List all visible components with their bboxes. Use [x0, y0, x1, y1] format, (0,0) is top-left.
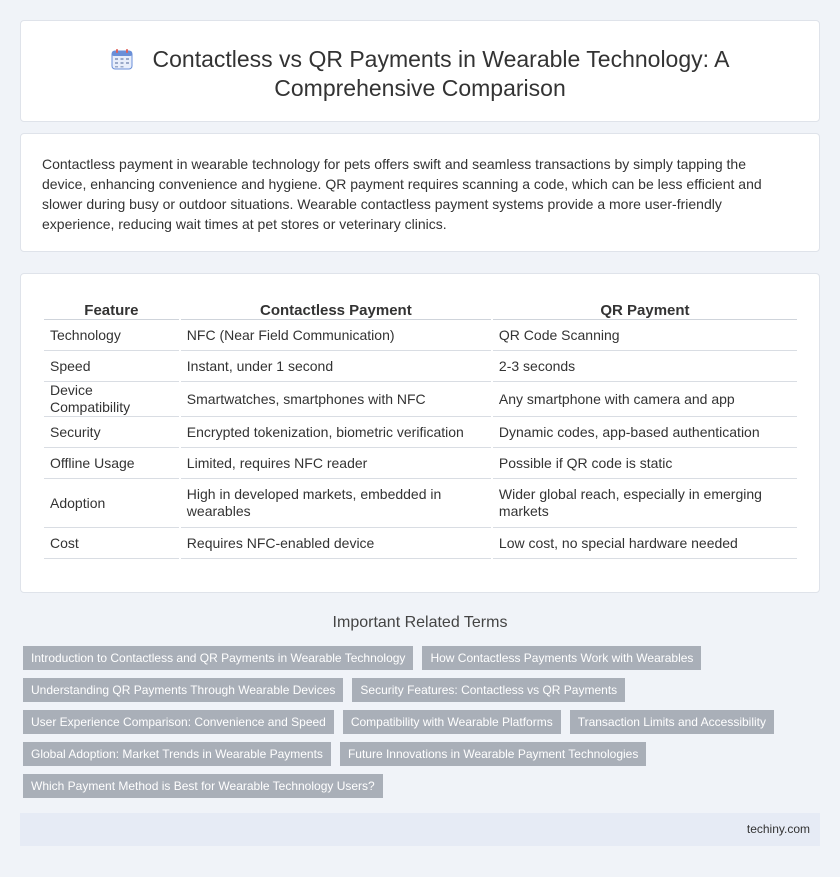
table-cell: Wider global reach, especially in emerging markets — [493, 479, 797, 528]
table-cell: NFC (Near Field Communication) — [181, 320, 491, 351]
table-cell: High in developed markets, embedded in wearables — [181, 479, 491, 528]
footer-site-name: techiny.com — [746, 822, 810, 836]
title-card — [20, 20, 820, 122]
related-term-tag[interactable]: Global Adoption: Market Trends in Wearable Payments — [23, 742, 331, 766]
table-cell: Cost — [44, 528, 179, 559]
related-term-tag[interactable]: Security Features: Contactless vs QR Payments — [352, 678, 625, 702]
table-cell: Dynamic codes, app-based authentication — [493, 417, 797, 448]
table-row — [44, 448, 797, 479]
table-cell: Speed — [44, 351, 179, 382]
table-cell: Smartwatches, smartphones with NFC — [181, 382, 491, 417]
table-cell: Limited, requires NFC reader — [181, 448, 491, 479]
related-term-tag[interactable]: Compatibility with Wearable Platforms — [343, 710, 561, 734]
intro-paragraph: Contactless payment in wearable technology for pets offers swift and seamless transactions by simply tapping the device, enhancing convenience and hygiene. QR payment requires scanning a code, which can be less efficient and slower during busy or outdoor situations. Wearable contactless payment systems provide a more user-friendly experience, reducing wait times at pet stores or veterinary clinics. — [42, 156, 762, 232]
related-terms-title: Important Related Terms — [332, 614, 508, 631]
table-cell: QR Code Scanning — [493, 320, 797, 351]
table-cell: Adoption — [44, 479, 179, 528]
related-term-tag[interactable]: Understanding QR Payments Through Wearable Devices — [23, 678, 343, 702]
calendar-icon — [111, 48, 133, 70]
comparison-table-card — [20, 273, 820, 593]
related-terms-list — [23, 646, 813, 798]
page-title — [21, 45, 819, 103]
table-cell: Device Compatibility — [44, 382, 179, 417]
table-cell: Possible if QR code is static — [493, 448, 797, 479]
table-cell: 2-3 seconds — [493, 351, 797, 382]
related-term-tag[interactable]: Which Payment Method is Best for Wearable Technology Users? — [23, 774, 383, 798]
comparison-table — [42, 295, 799, 559]
header-contactless: Contactless Payment — [181, 295, 491, 320]
header-qr: QR Payment — [493, 295, 797, 320]
table-row — [44, 417, 797, 448]
table-cell: Instant, under 1 second — [181, 351, 491, 382]
related-term-tag[interactable]: Introduction to Contactless and QR Payments in Wearable Technology — [23, 646, 413, 670]
table-row — [44, 382, 797, 417]
intro-card — [20, 133, 820, 252]
table-cell: Security — [44, 417, 179, 448]
header-feature: Feature — [44, 295, 179, 320]
table-row — [44, 528, 797, 559]
table-row — [44, 320, 797, 351]
table-cell: Technology — [44, 320, 179, 351]
related-term-tag[interactable]: Future Innovations in Wearable Payment Technologies — [340, 742, 646, 766]
table-cell: Requires NFC-enabled device — [181, 528, 491, 559]
related-term-tag[interactable]: Transaction Limits and Accessibility — [570, 710, 774, 734]
page-title-text: Contactless vs QR Payments in Wearable Technology: A Comprehensive Comparison — [152, 46, 730, 101]
table-cell: Low cost, no special hardware needed — [493, 528, 797, 559]
related-term-tag[interactable]: How Contactless Payments Work with Wearables — [422, 646, 701, 670]
table-cell: Offline Usage — [44, 448, 179, 479]
table-cell: Encrypted tokenization, biometric verification — [181, 417, 491, 448]
table-header-row — [44, 295, 797, 320]
table-row — [44, 479, 797, 528]
table-row — [44, 351, 797, 382]
related-term-tag[interactable]: User Experience Comparison: Convenience and Speed — [23, 710, 334, 734]
footer — [20, 813, 820, 846]
table-cell: Any smartphone with camera and app — [493, 382, 797, 417]
